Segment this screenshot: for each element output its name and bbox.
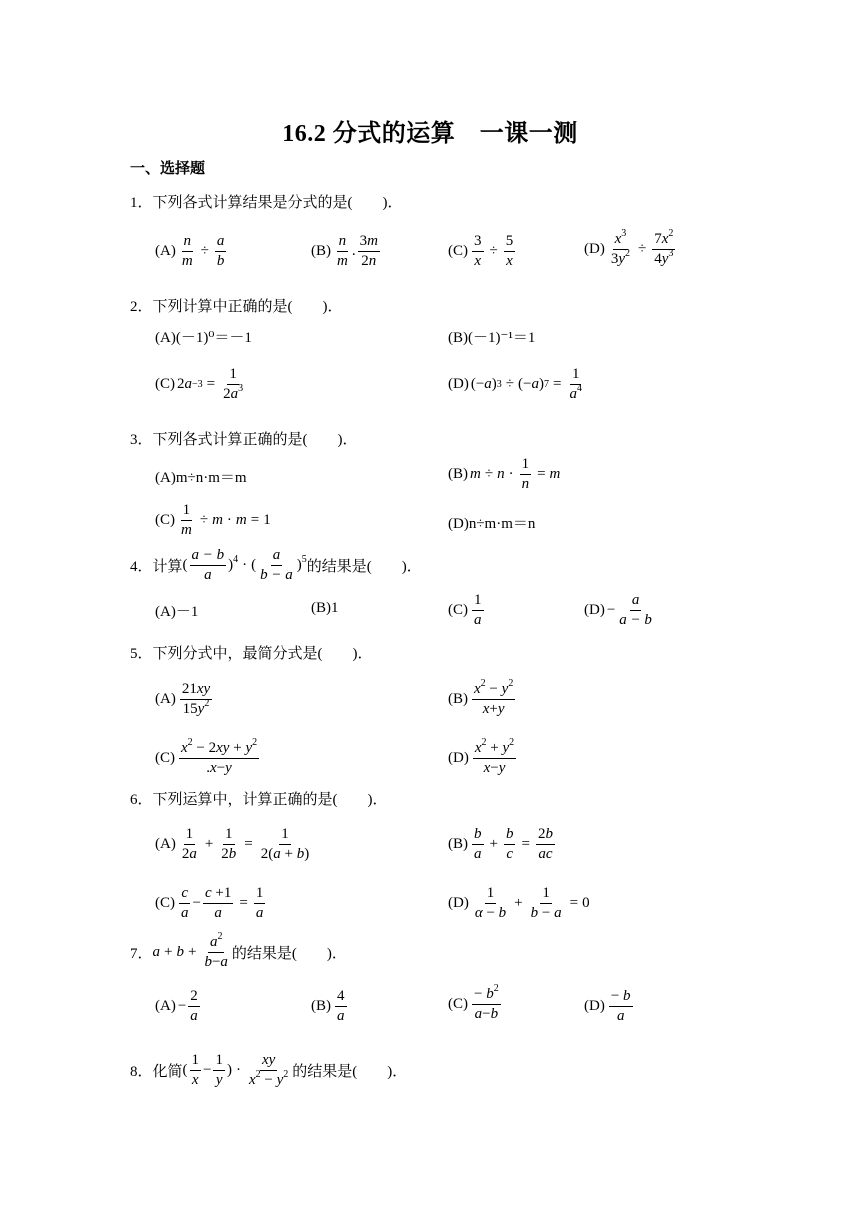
- q7-option-c: (C) − $b^2$ a−b: [448, 983, 499, 1023]
- q6-option-d: (D) 1 α − b + $\frac{1}{b - a}$ = 0: [448, 885, 590, 922]
- q5-option-b: (B) $x^2 - y^2$ x+y: [448, 678, 514, 718]
- q4-option-a: (A)－1: [155, 604, 199, 620]
- q7-option-d: (D) − b a: [584, 988, 631, 1025]
- q7-option-a: (A) − 2 a: [155, 988, 198, 1025]
- q4-option-d: (D) − a a − b: [584, 592, 652, 629]
- q4-option-b: (B)1: [311, 600, 339, 616]
- q1-option-a: (A) $\frac{n}{m}$ ÷ $\frac{a}{b}$: [155, 233, 225, 270]
- question-2: 2．下列计算中正确的是( )．: [130, 299, 343, 315]
- q3-option-c: (C) $\frac{1}{m}$ ÷ m · m = 1: [155, 502, 271, 539]
- q6-option-b: (B) b a + $\frac{b}{c}$ = $\frac{2b}{ac}$: [448, 826, 553, 863]
- question-8: 8．化简 ( 1 x − 1 y ) · xy $x^2 - y^2$ 的结果是( )．: [130, 1052, 408, 1089]
- page-title: 16.2 分式的运算 一课一测: [282, 121, 578, 147]
- q5-option-c: (C) $x^2 - 2xy + y^2$ .x−y: [155, 737, 258, 777]
- question-4: 4．计算 ( a − b a )$^4$ · ( a b − a )$^5$ 的结果是( )．: [130, 547, 422, 584]
- question-1: 1．下列各式计算结果是分式的是( )．: [130, 195, 403, 211]
- question-3: 3．下列各式计算正确的是( )．: [130, 432, 358, 448]
- q3-option-a: (A)m÷n·m＝m: [155, 470, 247, 486]
- section-heading: 一、选择题: [130, 161, 206, 177]
- q2-option-d: (D) (− a ) 3 ÷ (− a ) 7 = $\frac{1}{a^4}$: [448, 366, 582, 403]
- q5-option-d: (D) $x^2 + y^2$ x−y: [448, 737, 515, 777]
- q2-option-b: (B)(－1)⁻¹＝1: [448, 330, 536, 346]
- q2-option-a: (A)(－1)⁰＝－1: [155, 330, 252, 346]
- q6-option-c: (C) c a − $\frac{c +1}{a}$ = $\frac{1}{a}$: [155, 885, 264, 922]
- q5-option-a: (A) 21xy $15y^2$: [155, 681, 211, 718]
- q1-option-b: (B) n m . 3m 2n: [311, 233, 378, 270]
- q2-option-c: (C) 2 a −3 = $\frac{1}{2a^3}$: [155, 366, 244, 403]
- q7-option-b: (B) 4 a: [311, 988, 345, 1025]
- question-7: 7． a + b + $\frac{a^2}{b-a}$ 的结果是( )．: [130, 931, 347, 971]
- question-6: 6．下列运算中，计算正确的是( )．: [130, 792, 388, 808]
- q3-option-b: (B) m ÷ n · $\frac{1}{n}$ = m: [448, 456, 561, 493]
- q1-option-c: (C) $\frac{3}{x}$ ÷ $\frac{5}{x}$: [448, 233, 514, 270]
- q3-option-d: (D)n÷m·m＝n: [448, 516, 536, 532]
- q6-option-a: (A) 1 2a + $\frac{1}{2b}$ = $\frac{1}{2(a + b)}$: [155, 826, 310, 863]
- q1-option-d: (D) $\frac{x^3}{3y^2}$ ÷ $\frac{7x^2}{4y^3}$: [584, 228, 674, 268]
- question-5: 5．下列分式中，最简分式是( )．: [130, 646, 373, 662]
- q4-option-c: (C) 1 a: [448, 592, 482, 629]
